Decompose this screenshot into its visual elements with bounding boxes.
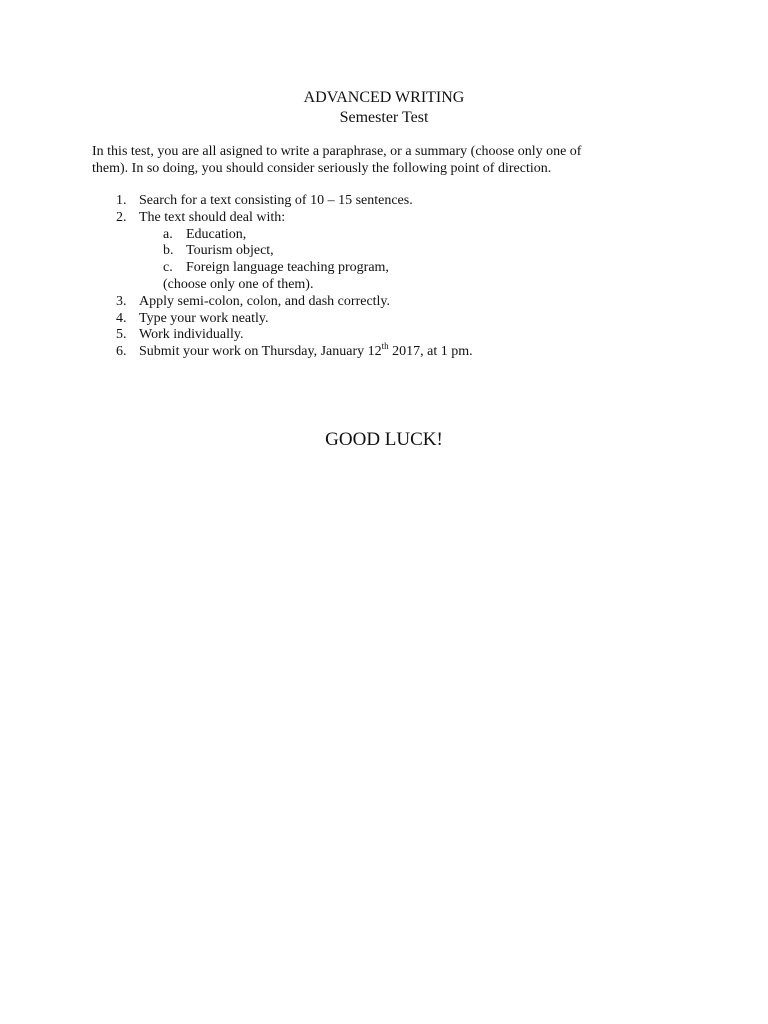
instruction-text-after: 2017, at 1 pm. — [388, 344, 473, 360]
topic-item — [139, 243, 692, 260]
instruction-number: 2. — [116, 209, 127, 225]
instruction-text: Apply semi-colon, colon, and dash correctly. — [139, 293, 391, 309]
topic-letter: a. — [163, 226, 173, 242]
instruction-item — [92, 340, 692, 361]
topic-letter: b. — [163, 243, 174, 259]
instruction-item — [92, 294, 692, 311]
topic-text: Foreign language teaching program, — [186, 260, 389, 276]
instruction-number: 6. — [116, 344, 127, 360]
intro-line-2: them). In so doing, you should consider seriously the following point of direction. — [92, 160, 552, 176]
instruction-number: 3. — [116, 293, 127, 309]
instruction-item — [92, 327, 692, 344]
closing-message: GOOD LUCK! — [325, 429, 443, 450]
instruction-text: The text should deal with: — [139, 209, 286, 225]
instruction-item — [92, 210, 692, 294]
topic-note: (choose only one of them). — [163, 276, 314, 292]
instruction-number: 4. — [116, 310, 127, 326]
instruction-text: Type your work neatly. — [139, 310, 269, 326]
document-subtitle: Semester Test — [339, 109, 429, 126]
topic-item — [139, 260, 692, 277]
topic-letter: c. — [163, 260, 173, 276]
instruction-number: 1. — [116, 193, 127, 208]
instruction-item — [92, 311, 692, 328]
topic-item — [139, 227, 692, 244]
document-title: ADVANCED WRITING — [303, 89, 465, 106]
instruction-list — [92, 193, 692, 361]
intro-paragraph — [92, 144, 652, 177]
intro-line-1: In this test, you are all asigned to write a paraphrase, or a summary (choose only one of — [92, 144, 582, 159]
date-ordinal-suffix: th — [381, 340, 389, 351]
topic-text: Education, — [186, 226, 247, 242]
instruction-text: Work individually. — [139, 327, 244, 343]
instruction-text: Search for a text consisting of 10 – 15 sentences. — [139, 193, 413, 208]
instruction-text-before: Submit your work on Thursday, January 12 — [139, 344, 382, 360]
instruction-item — [92, 193, 692, 210]
topic-text: Tourism object, — [186, 243, 274, 259]
topic-list — [139, 227, 692, 294]
instruction-number: 5. — [116, 327, 127, 343]
